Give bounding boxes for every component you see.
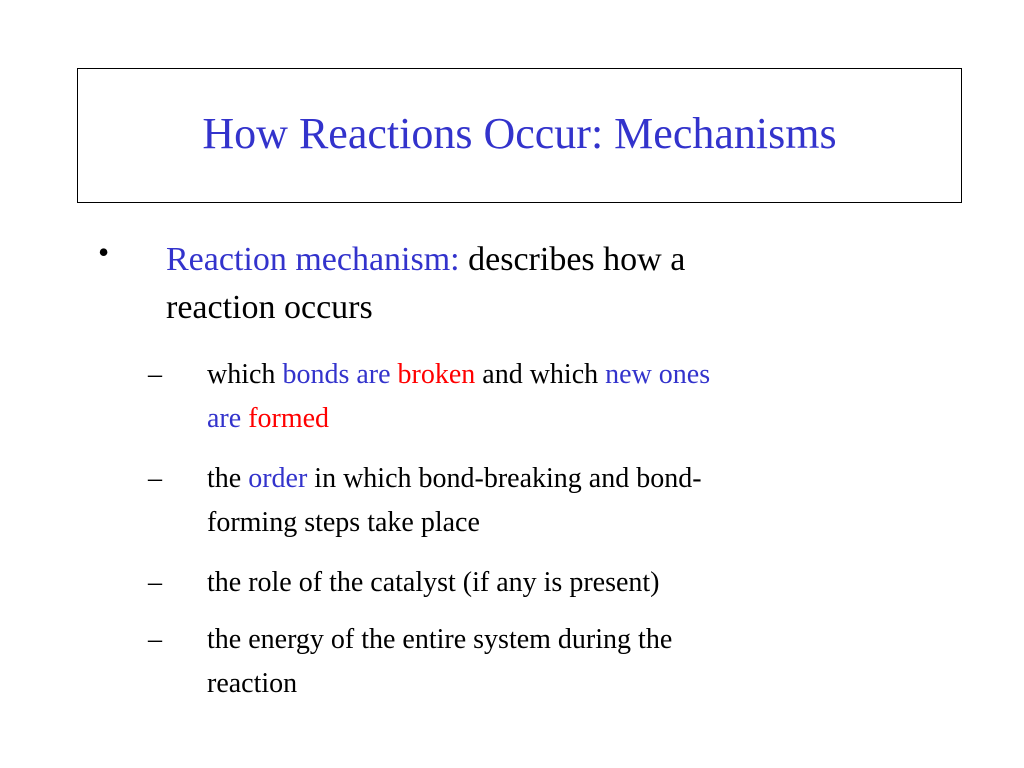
- text-fragment: which: [207, 359, 283, 390]
- highlight-bonds-are: bonds are: [282, 359, 391, 390]
- sub-bullet-2: [207, 457, 702, 545]
- sub-bullet-1-line-1: [207, 353, 710, 397]
- sub-bullet-1-line-2: [207, 397, 710, 441]
- sub-bullet-3-line-1: the role of the catalyst (if any is present): [207, 567, 660, 598]
- sub-bullet-4-marker: –: [148, 624, 162, 655]
- highlight-formed: formed: [248, 403, 330, 434]
- term-reaction-mechanism: Reaction mechanism:: [166, 241, 460, 278]
- highlight-new-ones: new ones: [605, 359, 711, 390]
- text-fragment: in which bond-breaking and bond-: [307, 463, 702, 494]
- definition-part-1: describes how a: [459, 241, 686, 278]
- main-bullet-marker: •: [98, 234, 110, 270]
- main-bullet-line-1: [166, 236, 926, 284]
- text-fragment: and which: [475, 359, 606, 390]
- slide-title: How Reactions Occur: Mechanisms: [202, 109, 837, 158]
- sub-bullet-3-marker: –: [148, 567, 162, 598]
- text-fragment: the: [207, 463, 249, 494]
- title-box: [77, 68, 962, 203]
- sub-bullet-4-line-1: the energy of the entire system during the: [207, 624, 673, 655]
- sub-bullet-1-marker: –: [148, 359, 162, 390]
- definition-part-2: reaction occurs: [166, 289, 373, 326]
- sub-bullet-2-line-2: forming steps take place: [207, 507, 480, 538]
- highlight-order: order: [248, 463, 308, 494]
- sub-bullet-2-marker: –: [148, 463, 162, 494]
- main-bullet-text: [166, 236, 926, 332]
- sub-bullet-4: [207, 618, 672, 706]
- sub-bullet-4-line-2: reaction: [207, 668, 298, 699]
- text-fragment: [391, 359, 398, 390]
- sub-bullet-2-line-1: [207, 457, 702, 501]
- highlight-broken: broken: [397, 359, 476, 390]
- highlight-are: are: [207, 403, 249, 434]
- sub-bullet-3: [207, 561, 660, 605]
- sub-bullet-1: [207, 353, 710, 441]
